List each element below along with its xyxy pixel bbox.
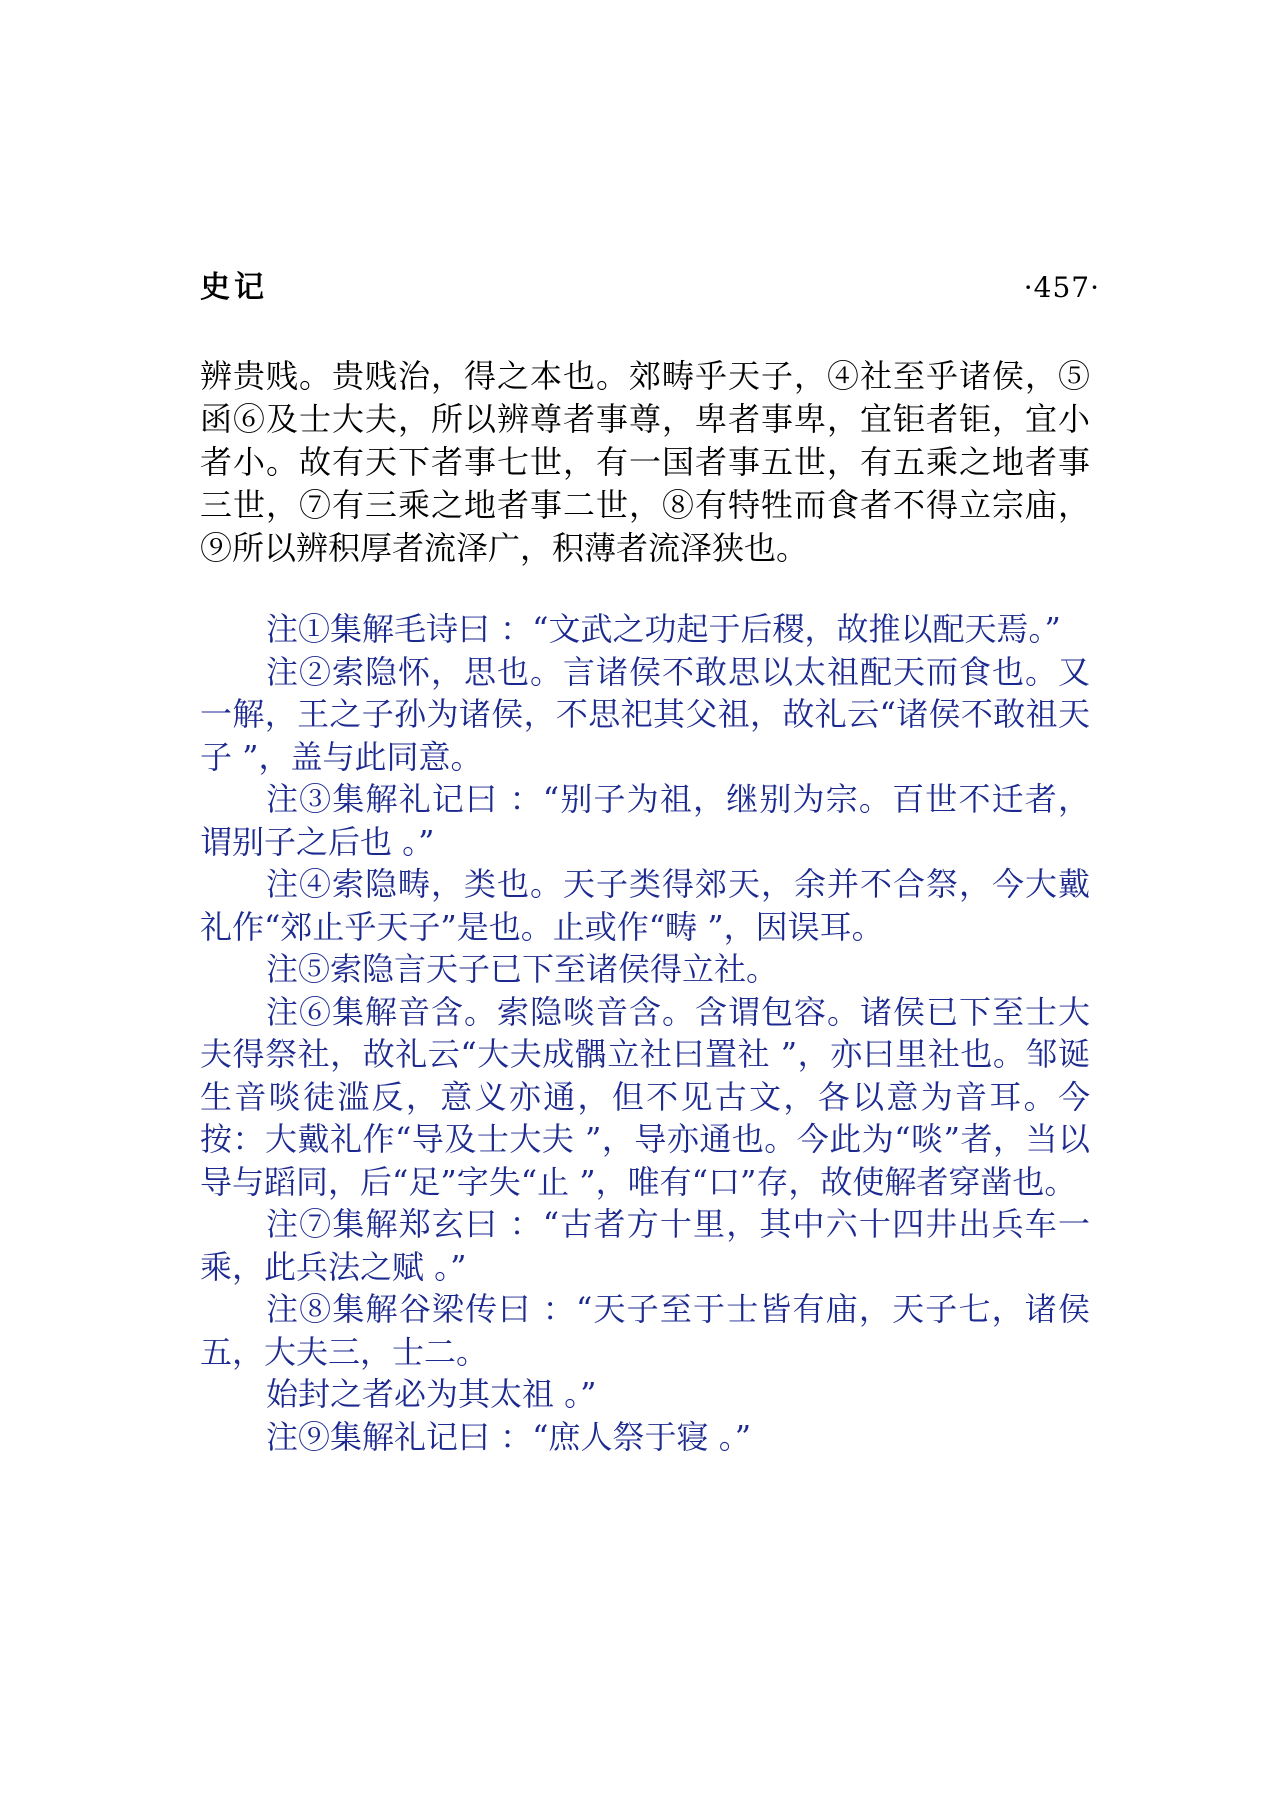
page-number: ·457· xyxy=(1023,271,1100,304)
note-8: 注⑧集解谷梁传曰 ：“天子至于士皆有庙，天子七，诸侯五，大夫三，士二。 xyxy=(200,1290,1090,1371)
note-9: 注⑨集解礼记曰 ：“庶人祭于寝 。” xyxy=(266,1417,752,1456)
note-7: 注⑦集解郑玄曰 ：“古者方十里，其中六十四井出兵车一乘，此兵法之赋 。” xyxy=(200,1205,1090,1286)
main-text-paragraph: 辨贵贱。贵贱治，得之本也。郊畴乎天子，④社至乎诸侯，⑤函⑥及士大夫，所以辨尊者事尊，卑者事卑，宜钜者钜，宜小者小。故有天下者事七世，有一国者事五世，有五乘之地者事三世，⑦有三乘之地者事二世，⑧有特牲而食者不得立宗庙，⑨所以辨积厚者流泽广，积薄者流泽狭也。 xyxy=(200,357,1090,567)
book-title: 史记 xyxy=(200,270,268,305)
note-8-continuation: 始封之者必为其太祖 。” xyxy=(266,1375,597,1413)
note-6: 注⑥集解音含。索隐啖音含。含谓包容。诸侯已下至士大夫得祭社，故礼云“大夫成髃立社曰置社 ”，亦曰里社也。邹诞生音啖徒滥反，意义亦通，但不见古文，各以意为音耳。今按：大戴礼作“导及士大夫 ”，导亦通也。今此为“啖”者，当以导与蹈同，后“足”字失“止 ”，唯有“口”存，故使解者穿凿也。 xyxy=(200,992,1090,1201)
note-4: 注④索隐畴，类也。天子类得郊天，余并不合祭，今大戴礼作“郊止乎天子”是也。止或作“畴 ”，因误耳。 xyxy=(200,865,1090,946)
note-1: 注①集解毛诗曰 ：“文武之功起于后稷，故推以配天焉。” xyxy=(266,610,1061,648)
annotation-notes xyxy=(200,608,1090,1458)
note-3: 注③集解礼记曰 ：“别子为祖，继别为宗。百世不迁者，谓别子之后也 。” xyxy=(200,780,1090,861)
note-5: 注⑤索隐言天子已下至诸侯得立社。 xyxy=(266,950,779,988)
note-2: 注②索隐怀，思也。言诸侯不敢思以太祖配天而食也。又一解，王之子孙为诸侯，不思祀其父祖，故礼云“诸侯不敢祖天子 ”，盖与此同意。 xyxy=(200,652,1090,776)
running-head xyxy=(200,268,1100,308)
